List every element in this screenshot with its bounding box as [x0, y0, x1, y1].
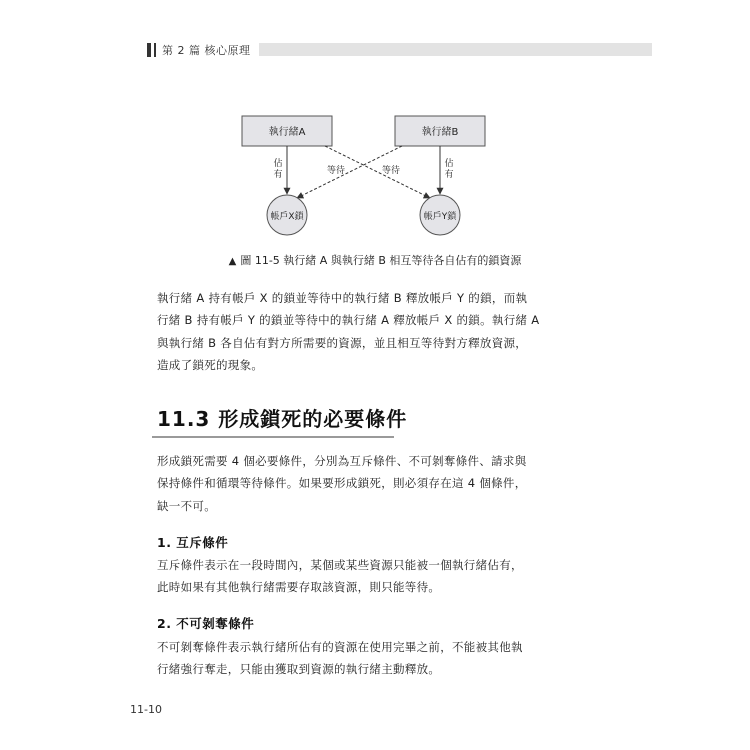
- wait-label-right: 等待: [381, 166, 401, 176]
- item2-paragraph: [157, 636, 585, 681]
- section-line: 形成鎖死需要 4 個必要條件，分別為互斥條件、不可剝奪條件、請求與: [157, 454, 527, 468]
- item2-line: 行緒強行奪走，只能由獲取到資源的執行緒主動釋放。: [157, 662, 441, 677]
- section-heading: [157, 403, 407, 432]
- item1-paragraph: [157, 554, 585, 599]
- intro-paragraph: [157, 287, 585, 376]
- deadlock-diagram: [230, 108, 500, 238]
- header-rule: [259, 43, 653, 56]
- intro-line: 執行緒 A 持有帳戶 X 的鎖並等待中的執行緒 B 釋放帳戶 Y 的鎖，而執: [157, 291, 528, 305]
- item1-line: 此時如果有其他執行緒需要存取該資源，則只能等待。: [157, 580, 441, 595]
- section-line: 保持條件和循環等待條件。如果要形成鎖死，則必須存在這 4 個條件，: [157, 476, 527, 491]
- item2-line: 不可剝奪條件表示執行緒所佔有的資源在使用完畢之前，不能被其他執: [157, 640, 523, 654]
- intro-line: 與執行緒 B 各自佔有對方所需要的資源，並且相互等待對方釋放資源，: [157, 335, 528, 350]
- page-number: 11-10: [130, 703, 162, 716]
- item1-heading: 1. 互斥條件: [157, 535, 229, 550]
- item1-line: 互斥條件表示在一段時間內，某個或某些資源只能被一個執行緒佔有，: [157, 558, 523, 572]
- thread-b-label: 執行緒B: [421, 127, 459, 138]
- caption-triangle-icon: ▲: [228, 256, 237, 267]
- caption-text: 圖 11-5 執行緒 A 與執行緒 B 相互等待各自佔有的鎖資源: [240, 254, 522, 267]
- intro-line: 行緒 B 持有帳戶 Y 的鎖並等待中的執行緒 A 釋放帳戶 X 的鎖。執行緒 A: [157, 313, 540, 328]
- hold-label-right-1: 佔: [444, 159, 454, 169]
- section-title: 11.3 形成鎖死的必要條件: [157, 407, 408, 431]
- figure-caption: [0, 252, 750, 268]
- hold-label-left-1: 佔: [273, 159, 283, 169]
- section-line: 缺一不可。: [157, 498, 216, 513]
- item2-heading: 2. 不可剝奪條件: [157, 616, 255, 631]
- section-paragraph: [157, 450, 585, 517]
- intro-line: 造成了鎖死的現象。: [157, 357, 264, 372]
- hold-label-left-2: 有: [273, 170, 283, 180]
- header-section-label: 第 2 篇 核心原理: [162, 43, 251, 57]
- thread-a-label: 執行緒A: [268, 127, 306, 138]
- lock-x-label: 帳戶X鎖: [270, 212, 304, 222]
- hold-label-right-2: 有: [444, 170, 454, 180]
- lock-y-label: 帳戶Y鎖: [423, 212, 457, 222]
- section-heading-underline: [152, 436, 394, 438]
- header-marker-icon: [147, 43, 156, 57]
- wait-label-left: 等待: [326, 166, 346, 176]
- running-header: [147, 42, 652, 57]
